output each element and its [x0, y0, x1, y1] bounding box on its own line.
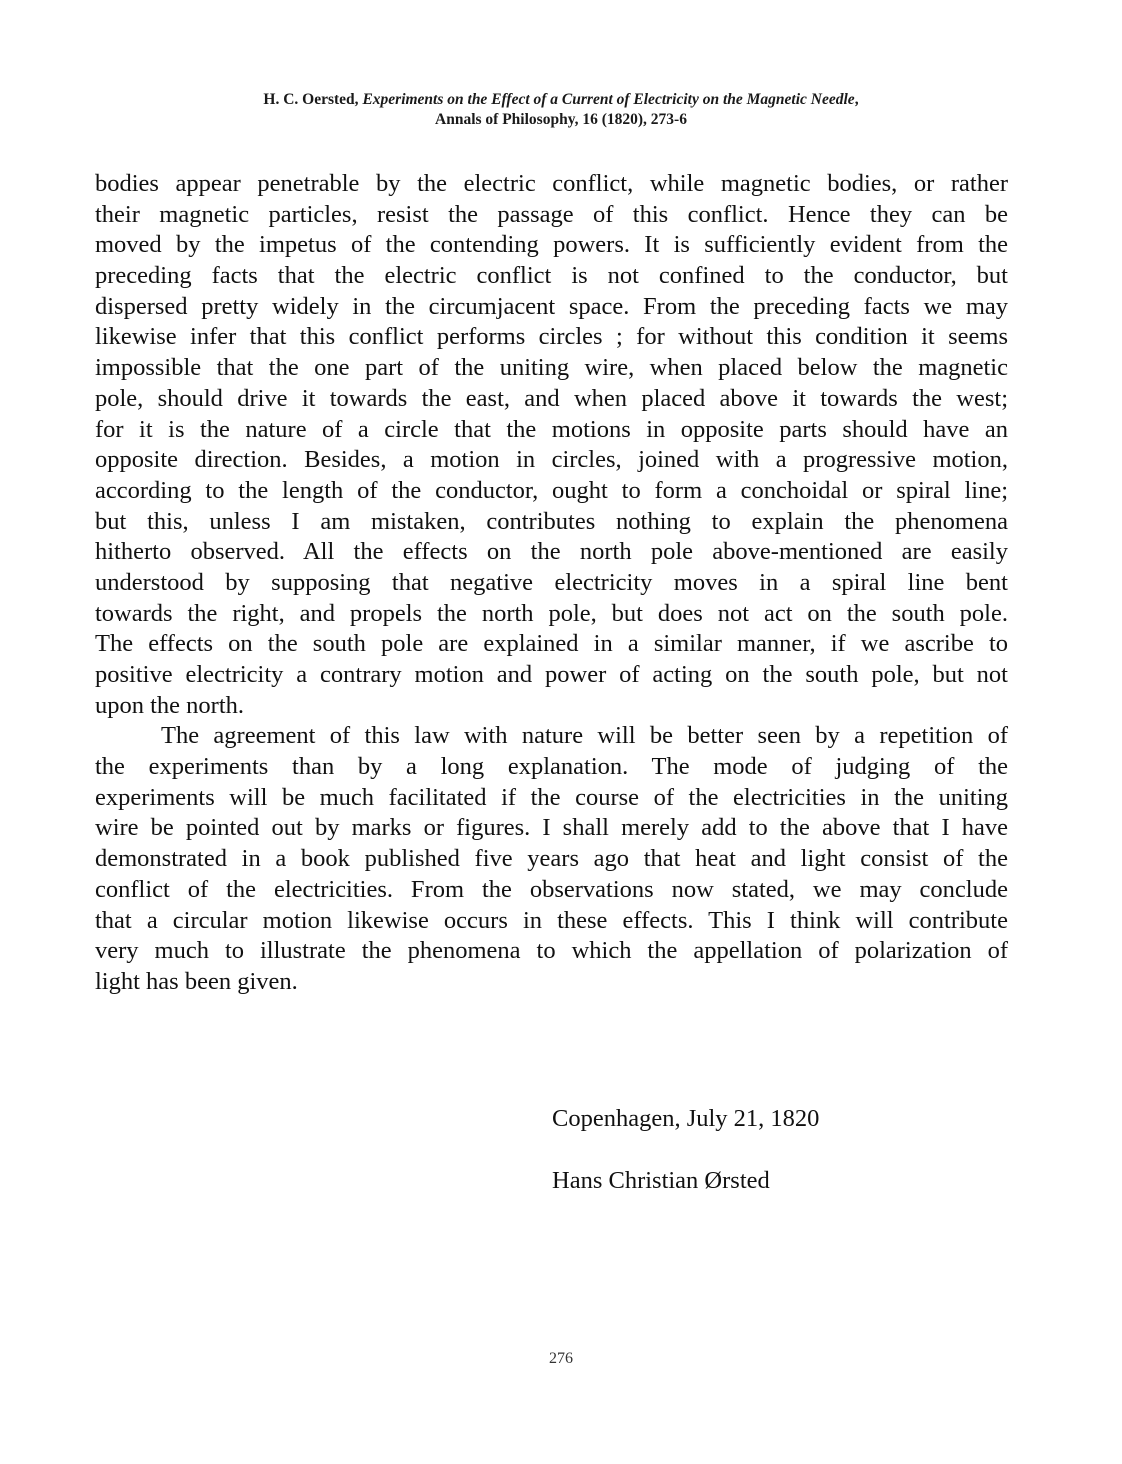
text-line: light has been given.	[95, 967, 298, 995]
header-title-line	[0, 90, 1122, 110]
text-line: The agreement of this law with nature will be better seen by a repetition of	[161, 722, 1008, 750]
text-line: demonstrated in a book published five years ago that heat and light consist of the	[95, 845, 1008, 873]
text-line: conflict of the electricities. From the observations now stated, we may conclude	[95, 875, 1008, 903]
text-line: moved by the impetus of the contending powers. It is sufficiently evident from the	[95, 231, 1008, 259]
text-line: upon the north.	[95, 691, 245, 719]
paragraph-1	[95, 169, 1008, 721]
text-line: experiments will be much facilitated if the course of the electricities in the uniting	[95, 783, 1008, 811]
header-author: H. C. Oersted,	[263, 91, 363, 108]
article-body	[95, 169, 1008, 998]
text-line: dispersed pretty widely in the circumjacent space. From the preceding facts we may	[95, 292, 1008, 320]
text-line: for it is the nature of a circle that the motions in opposite parts should have an	[95, 415, 1008, 443]
text-line: the experiments than by a long explanation. The mode of judging of the	[95, 753, 1008, 781]
text-line: likewise infer that this conflict performs circles ; for without this condition it seems	[95, 323, 1008, 351]
text-line: their magnetic particles, resist the passage of this conflict. Hence they can be	[95, 200, 1008, 228]
paragraph-2	[95, 721, 1008, 997]
text-line: wire be pointed out by marks or figures. I shall merely add to the above that I have	[95, 814, 1008, 842]
text-line: The effects on the south pole are explained in a similar manner, if we ascribe to	[95, 630, 1008, 658]
text-line: positive electricity a contrary motion and power of acting on the south pole, but not	[95, 661, 1008, 688]
text-line: towards the right, and propels the north pole, but does not act on the south pole.	[95, 599, 1008, 627]
text-line: pole, should drive it towards the east, and when placed above it towards the west;	[95, 384, 1008, 412]
text-line: but this, unless I am mistaken, contributes nothing to explain the phenomena	[95, 507, 1008, 535]
text-line: according to the length of the conductor, ought to form a conchoidal or spiral line;	[95, 476, 1008, 504]
page-number: 276	[549, 1350, 573, 1367]
text-line: that a circular motion likewise occurs in these effects. This I think will contribute	[95, 906, 1008, 934]
signoff-author: Hans Christian Ørsted	[552, 1167, 770, 1194]
text-line: hitherto observed. All the effects on the north pole above-mentioned are easily	[95, 538, 1008, 566]
text-line: opposite direction. Besides, a motion in circles, joined with a progressive motion,	[95, 446, 1008, 474]
text-line: impossible that the one part of the uniting wire, when placed below the magnetic	[95, 354, 1008, 382]
text-line: preceding facts that the electric conflict is not confined to the conductor, but	[95, 262, 1008, 290]
text-line: understood by supposing that negative electricity moves in a spiral line bent	[95, 568, 1008, 596]
header-title-suffix: ,	[854, 91, 859, 108]
header-article-title: Experiments on the Effect of a Current of Electricity on the Magnetic Needle	[362, 91, 855, 108]
signoff-place-date: Copenhagen, July 21, 1820	[552, 1105, 820, 1132]
header-citation: Annals of Philosophy, 16 (1820), 273-6	[435, 111, 687, 128]
running-header	[0, 90, 1122, 130]
text-line: bodies appear penetrable by the electric conflict, while magnetic bodies, or rather	[95, 170, 1008, 197]
text-line: very much to illustrate the phenomena to which the appellation of polarization of	[95, 937, 1008, 965]
